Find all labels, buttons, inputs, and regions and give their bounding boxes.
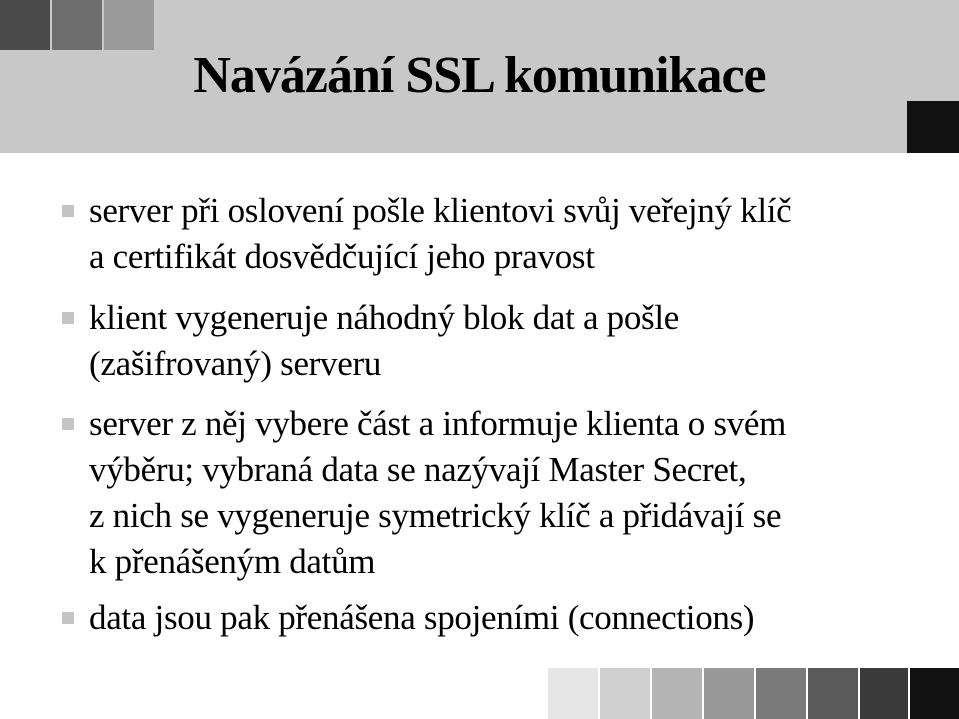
bullet-text-line: k přenášeným datům — [89, 542, 376, 581]
bullet-square-icon — [62, 418, 74, 430]
decor-square-br-4 — [704, 668, 754, 719]
decor-square-br-7 — [860, 668, 908, 719]
decor-square-br-5 — [756, 668, 806, 719]
bullet-square-icon — [62, 205, 74, 217]
decor-square-br-8 — [910, 668, 959, 719]
slide-title: Navázání SSL komunikace — [193, 47, 766, 104]
bullet-text-line: data jsou pak přenášena spojeními (connections) — [89, 598, 755, 637]
decor-square-br-6 — [808, 668, 858, 719]
bullet-text-line: server při oslovení pošle klientovi svůj veřejný klíč — [89, 191, 792, 230]
bullet-text-line: (zašifrovaný) serveru — [89, 344, 382, 383]
bullet-text-line: z nich se vygeneruje symetrický klíč a přidávají se — [89, 496, 782, 535]
bullet-square-icon — [62, 312, 74, 324]
decor-square-br-3 — [652, 668, 702, 719]
decor-square-br-2 — [600, 668, 650, 719]
bullet-square-icon — [62, 612, 74, 624]
bullet-text-line: server z něj vybere část a informuje klienta o svém — [89, 404, 787, 443]
decor-square-br-1 — [548, 668, 598, 719]
bullet-text-line: klient vygeneruje náhodný blok dat a pošle — [89, 298, 680, 337]
bullet-text-line: výběru; vybraná data se nazývají Master Secret, — [89, 450, 747, 489]
bullet-text-line: a certifikát dosvědčující jeho pravost — [89, 237, 595, 276]
